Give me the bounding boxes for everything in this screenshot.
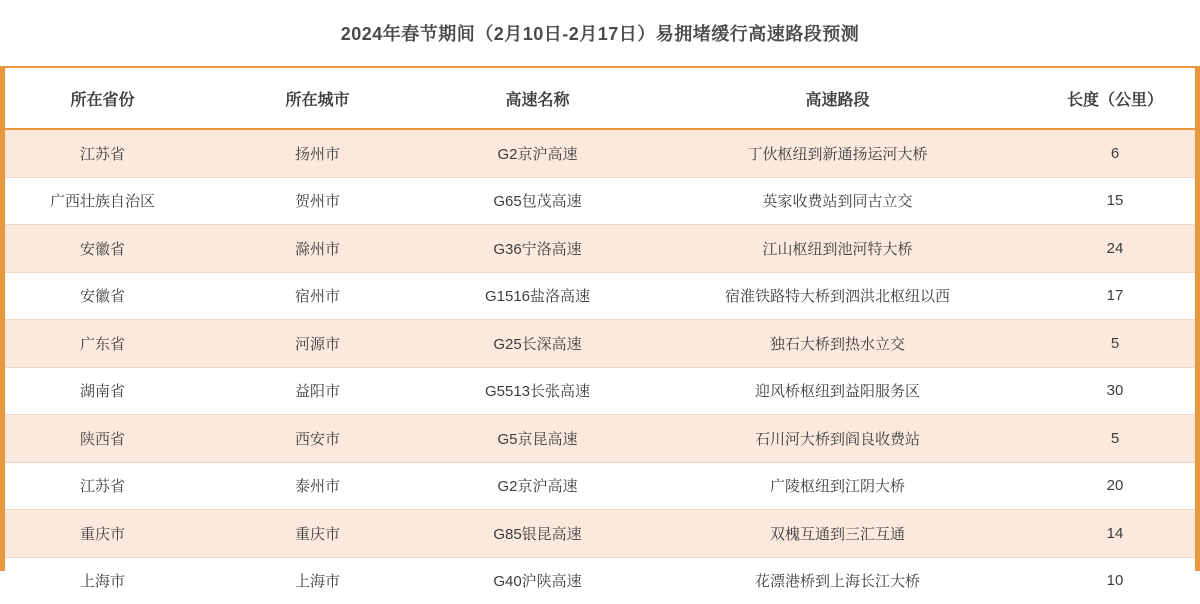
cell-highway-section: 独石大桥到热水立交 [645, 320, 1030, 368]
column-header-highway-name: 高速名称 [430, 67, 645, 129]
cell-highway-name: G65包茂高速 [430, 177, 645, 225]
cell-province: 江苏省 [0, 129, 205, 177]
table-row [0, 272, 1200, 320]
cell-highway-section: 迎风桥枢纽到益阳服务区 [645, 367, 1030, 415]
cell-city: 重庆市 [205, 510, 430, 558]
cell-highway-section: 石川河大桥到阎良收费站 [645, 415, 1030, 463]
cell-highway-section: 宿淮铁路特大桥到泗洪北枢纽以西 [645, 272, 1030, 320]
left-accent-rail [0, 0, 5, 571]
cell-length: 14 [1030, 510, 1200, 558]
column-header-city: 所在城市 [205, 67, 430, 129]
cell-city: 扬州市 [205, 129, 430, 177]
cell-highway-name: G40沪陕高速 [430, 557, 645, 604]
page-title: 2024年春节期间（2月10日-2月17日）易拥堵缓行高速路段预测 [340, 24, 860, 44]
column-header-length: 长度（公里） [1030, 67, 1200, 129]
cell-province: 江苏省 [0, 462, 205, 510]
cell-length: 5 [1030, 320, 1200, 368]
cell-province: 陕西省 [0, 415, 205, 463]
column-header-highway-section: 高速路段 [645, 67, 1030, 129]
table-header-row [0, 67, 1200, 129]
cell-highway-section: 英家收费站到同古立交 [645, 177, 1030, 225]
cell-highway-section: 广陵枢纽到江阴大桥 [645, 462, 1030, 510]
table-row [0, 510, 1200, 558]
cell-province: 广西壮族自治区 [0, 177, 205, 225]
table-row [0, 367, 1200, 415]
cell-highway-name: G2京沪高速 [430, 462, 645, 510]
cell-city: 滁州市 [205, 225, 430, 273]
table-row [0, 415, 1200, 463]
table-row [0, 177, 1200, 225]
cell-province: 重庆市 [0, 510, 205, 558]
cell-highway-name: G25长深高速 [430, 320, 645, 368]
cell-province: 湖南省 [0, 367, 205, 415]
table-row [0, 557, 1200, 604]
table-row [0, 225, 1200, 273]
cell-highway-name: G36宁洛高速 [430, 225, 645, 273]
title-band [0, 0, 1200, 66]
column-header-province: 所在省份 [0, 67, 205, 129]
table-row [0, 129, 1200, 177]
cell-length: 17 [1030, 272, 1200, 320]
cell-length: 30 [1030, 367, 1200, 415]
table-body [0, 129, 1200, 604]
cell-length: 20 [1030, 462, 1200, 510]
cell-length: 24 [1030, 225, 1200, 273]
cell-city: 西安市 [205, 415, 430, 463]
cell-highway-name: G2京沪高速 [430, 129, 645, 177]
cell-highway-section: 花漂港桥到上海长江大桥 [645, 557, 1030, 604]
table-header [0, 67, 1200, 129]
cell-city: 宿州市 [205, 272, 430, 320]
cell-province: 安徽省 [0, 272, 205, 320]
cell-length: 6 [1030, 129, 1200, 177]
cell-highway-section: 江山枢纽到池河特大桥 [645, 225, 1030, 273]
cell-city: 河源市 [205, 320, 430, 368]
right-accent-rail [1195, 0, 1200, 571]
cell-length: 10 [1030, 557, 1200, 604]
cell-highway-name: G85银昆高速 [430, 510, 645, 558]
cell-city: 贺州市 [205, 177, 430, 225]
cell-city: 泰州市 [205, 462, 430, 510]
cell-province: 广东省 [0, 320, 205, 368]
cell-highway-section: 丁伙枢纽到新通扬运河大桥 [645, 129, 1030, 177]
cell-city: 益阳市 [205, 367, 430, 415]
cell-province: 上海市 [0, 557, 205, 604]
cell-highway-section: 双槐互通到三汇互通 [645, 510, 1030, 558]
cell-length: 15 [1030, 177, 1200, 225]
table-row [0, 320, 1200, 368]
cell-highway-name: G5513长张高速 [430, 367, 645, 415]
forecast-table [0, 66, 1200, 604]
cell-province: 安徽省 [0, 225, 205, 273]
table-row [0, 462, 1200, 510]
cell-length: 5 [1030, 415, 1200, 463]
cell-highway-name: G1516盐洛高速 [430, 272, 645, 320]
cell-city: 上海市 [205, 557, 430, 604]
cell-highway-name: G5京昆高速 [430, 415, 645, 463]
